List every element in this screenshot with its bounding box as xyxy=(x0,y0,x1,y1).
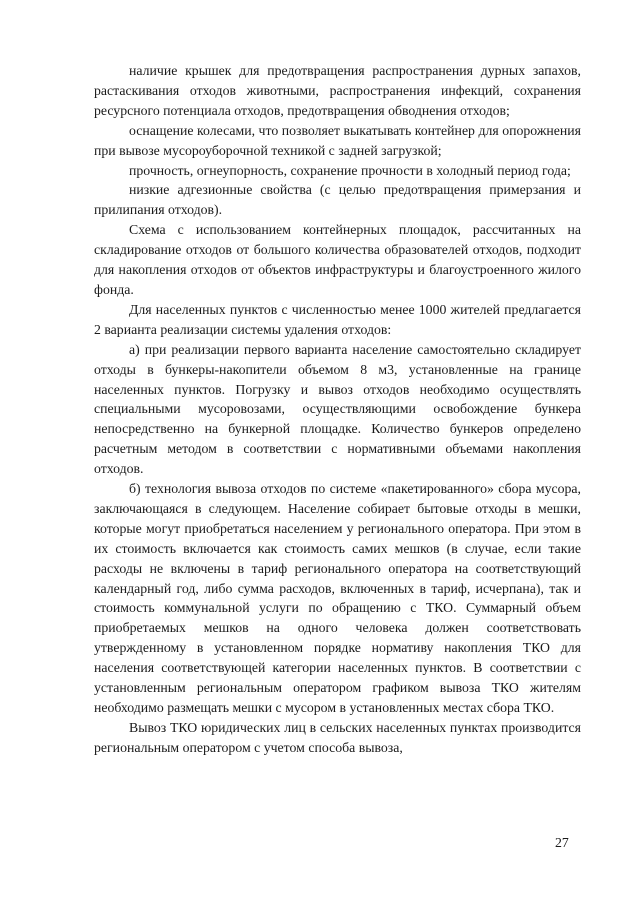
paragraph-wheels: оснащение колесами, что позволяет выкатывать контейнер для опорожнения при вывозе мусороуборочной техникой с задней загрузкой; xyxy=(94,122,581,158)
page-number: 27 xyxy=(555,835,569,850)
paragraph-adhesion: низкие адгезионные свойства (с целью предотвращения примерзания и прилипания отходов). xyxy=(94,182,581,218)
paragraph-strength: прочность, огнеупорность, сохранение прочности в холодный период года; xyxy=(129,162,571,178)
paragraph-option-b: б) технология вывоза отходов по системе «пакетированного» сбора мусора, заключающаяся в следующем. Население собирает бытовые отходы в мешки, которые могут приобретаться населением у регионального оператора. При этом в их стоимость включается как стоимость самих мешков (в случае, если такие расходы не включены в тариф регионального оператора на соответствующий календарный год, либо сумма расходов, включенных в тариф, исчерпана), так и стоимость коммунальной услуги по обращению с ТКО. Суммарный объем приобретаемых мешков на одного человека должен соответствовать утвержденному в установленном порядке нормативу накопления ТКО для населения соответствующей категории населенных пунктов. В соответствии с установленным региональным оператором графиком вывоза ТКО жителям необходимо размещать мешки с мусором в установленных местах сбора ТКО. xyxy=(94,481,581,715)
paragraph-lids: наличие крышек для предотвращения распространения дурных запахов, растаскивания отходов животными, распространения инфекций, сохранения ресурсного потенциала отходов, предотвращения обводнения отходов; xyxy=(94,63,581,118)
document-body xyxy=(94,61,581,758)
paragraph-option-a: а) при реализации первого варианта население самостоятельно складирует отходы в бункеры-накопители объемом 8 м3, установленные на границе населенных пунктов. Погрузку и вывоз отходов необходимо осуществлять специальными мусоровозами, осуществляющими освобождение бункера непосредственно на бункерной площадке. Количество бункеров определено расчетным методом в соответствии с нормативными объемами накопления отходов. xyxy=(94,341,581,477)
paragraph-container-scheme: Схема с использованием контейнерных площадок, рассчитанных на складирование отходов от большого количества образователей отходов, подходит для накопления отходов от объектов инфраструктуры и благоустроенного жилого фонда. xyxy=(94,222,581,297)
paragraph-small-settlements: Для населенных пунктов с численностью менее 1000 жителей предлагается 2 варианта реализации системы удаления отходов: xyxy=(94,301,581,337)
paragraph-legal-entities: Вывоз ТКО юридических лиц в сельских населенных пунктах производится региональным оператором с учетом способа вывоза, xyxy=(94,719,581,755)
